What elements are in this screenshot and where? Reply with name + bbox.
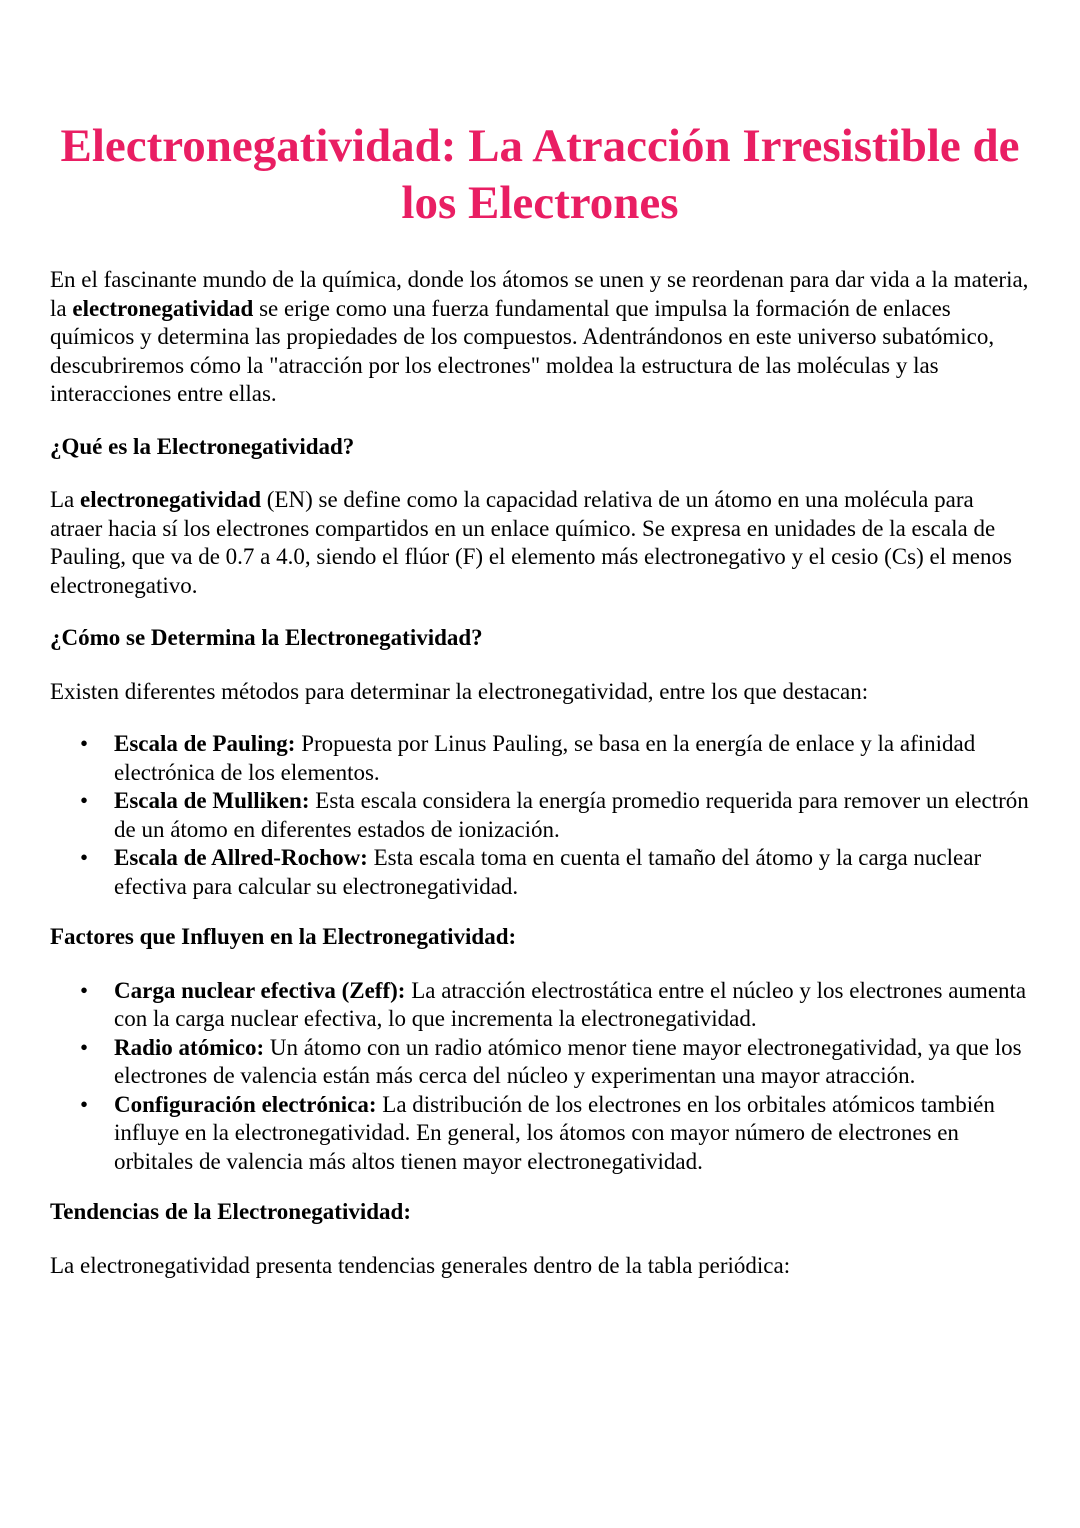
methods-list — [50, 730, 1030, 901]
list-item — [50, 977, 1030, 1034]
section-heading-trends: Tendencias de la Electronegatividad: — [50, 1199, 411, 1224]
list-item-term: Escala de Pauling: — [114, 731, 296, 756]
list-item — [50, 787, 1030, 844]
document-title: Electronegatividad: La Atracción Irresistible de los Electrones — [60, 120, 1020, 229]
list-item — [50, 730, 1030, 787]
bullet-icon: • — [80, 788, 89, 813]
list-item-term: Radio atómico: — [114, 1034, 265, 1060]
list-item — [50, 1034, 1030, 1091]
factors-list — [50, 977, 1030, 1177]
intro-bold-term: electronegatividad — [72, 295, 254, 321]
list-item-description: La atracción electrostática entre el núcleo y los electrones aumenta con la carga nuclear efectiva, lo que incrementa la electronegatividad. — [114, 977, 1027, 1031]
section-heading-how-determined: ¿Cómo se Determina la Electronegatividad? — [50, 625, 483, 650]
document-page — [50, 118, 1030, 1280]
intro-text-start: En el fascinante mundo de la química, donde los átomos se unen y se reordenan para dar vida a la materia, la — [50, 267, 1029, 321]
list-item-description: Un átomo con un radio atómico menor tiene mayor electronegatividad, ya que los electrones de valencia están más cerca del núcleo y experimentan una mayor atracción. — [114, 1034, 1022, 1088]
list-item-description: Esta escala considera la energía promedio requerida para remover un electrón de un átomo en diferentes estados de ionización. — [114, 788, 1029, 842]
bullet-icon: • — [80, 845, 89, 870]
bullet-icon: • — [80, 1091, 89, 1117]
definition-text-end: (EN) se define como la capacidad relativa de un átomo en una molécula para atraer hacia sí los electrones compartidos en un enlace químico. Se expresa en unidades de la escala de Pauling, que va de 0.7 a 4.0, siendo el flúor (F) el elemento más electronegativo y el cesio (Cs) el menos electronegativo. — [50, 487, 1012, 598]
list-item-description: Propuesta por Linus Pauling, se basa en la energía de enlace y la afinidad electrónica de los elementos. — [114, 731, 976, 785]
list-item-description: La distribución de los electrones en los orbitales atómicos también influye en la electronegatividad. En general, los átomos con mayor número de electrones en orbitales de valencia más altos tienen mayor electronegatividad. — [114, 1091, 995, 1174]
list-item — [50, 844, 1030, 901]
bullet-icon: • — [80, 731, 89, 756]
bullet-icon: • — [80, 1034, 89, 1060]
trends-paragraph: La electronegatividad presenta tendencias generales dentro de la tabla periódica: — [50, 1252, 791, 1278]
list-item-term: Carga nuclear efectiva (Zeff): — [114, 977, 406, 1003]
list-item-term: Escala de Allred-Rochow: — [114, 845, 368, 870]
bullet-icon: • — [80, 977, 89, 1003]
intro-text-end: se erige como una fuerza fundamental que impulsa la formación de enlaces químicos y determina las propiedades de los compuestos. Adentrándonos en este universo subatómico, descubriremos cómo la "atracción por los electrones" moldea la estructura de las moléculas y las interacciones entre ellas. — [50, 295, 995, 406]
list-item-term: Configuración electrónica: — [114, 1091, 377, 1117]
definition-bold-term: electronegatividad — [80, 487, 262, 512]
definition-text-start: La — [50, 487, 81, 512]
section-heading-factors: Factores que Influyen en la Electronegatividad: — [50, 924, 517, 949]
methods-intro-paragraph: Existen diferentes métodos para determinar la electronegatividad, entre los que destacan: — [50, 678, 869, 704]
intro-paragraph — [50, 266, 1030, 409]
list-item-term: Escala de Mulliken: — [114, 788, 310, 813]
list-item-description: Esta escala toma en cuenta el tamaño del átomo y la carga nuclear efectiva para calcular su electronegatividad. — [114, 845, 982, 899]
section-heading-what-is: ¿Qué es la Electronegatividad? — [50, 433, 355, 459]
list-item — [50, 1091, 1030, 1177]
definition-paragraph — [50, 486, 1030, 600]
